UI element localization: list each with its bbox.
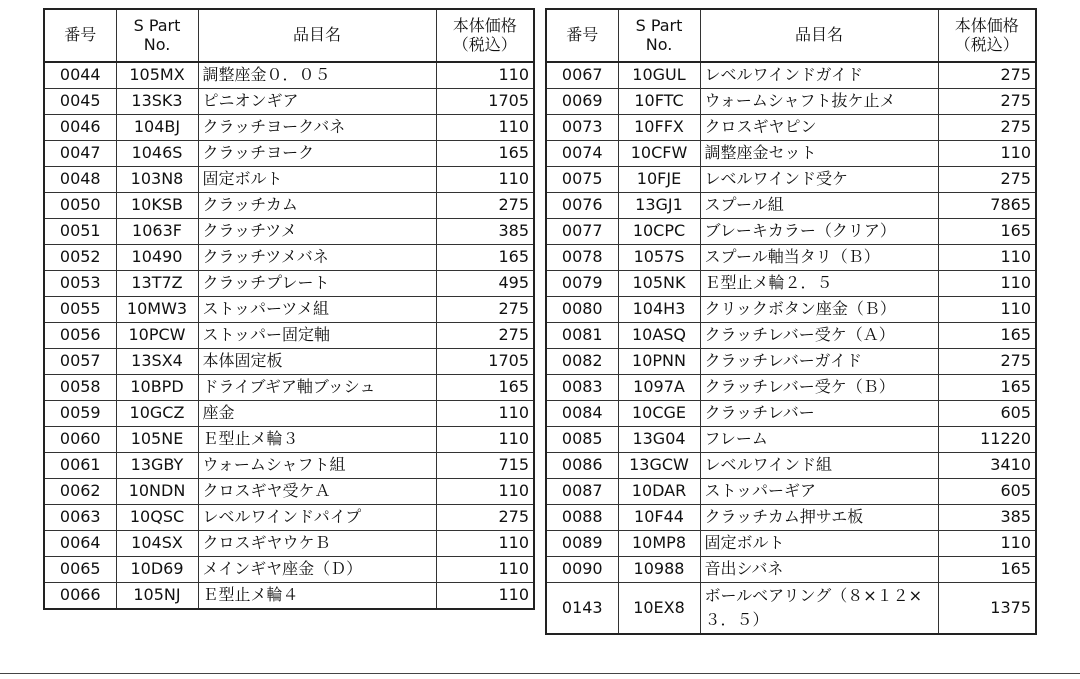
table-row [44,401,534,427]
header-row [44,9,534,62]
part-index-cell: 0062 [44,479,116,505]
table-row [546,323,1036,349]
part-number-cell: 10QSC [116,505,198,531]
table-row [546,167,1036,193]
part-number-cell: 105NJ [116,583,198,610]
price-cell: 110 [938,271,1036,297]
price-cell: 165 [938,219,1036,245]
item-name-cell: ドライブギア軸ブッシュ [198,375,436,401]
item-name-line2: ３．５） [704,610,769,629]
item-name-cell: クラッチレバー [700,401,938,427]
table-row [44,297,534,323]
header-part-line2: No. [143,34,171,54]
table-row [44,349,534,375]
item-name-cell: クラッチツメバネ [198,245,436,271]
table-row [546,219,1036,245]
item-name-cell: クラッチヨーク [198,141,436,167]
part-index-cell: 0089 [546,531,618,557]
parts-table [545,8,1037,635]
price-cell: 110 [436,479,534,505]
part-number-cell: 105MX [116,62,198,89]
part-number-cell: 10DAR [618,479,700,505]
price-cell: 715 [436,453,534,479]
table-row [44,557,534,583]
item-name-cell: スプール軸当タリ（Ｂ） [700,245,938,271]
part-number-cell: 10CFW [618,141,700,167]
part-index-cell: 0046 [44,115,116,141]
item-name-cell: 固定ボルト [198,167,436,193]
table-row [44,167,534,193]
part-index-cell: 0075 [546,167,618,193]
item-name-cell: 調整座金０．０５ [198,62,436,89]
price-cell: 165 [938,375,1036,401]
part-index-cell: 0086 [546,453,618,479]
part-index-cell: 0067 [546,62,618,89]
part-index-cell: 0084 [546,401,618,427]
item-name-cell: Ｅ型止メ輪４ [198,583,436,610]
table-row [44,271,534,297]
part-number-cell: 10CPC [618,219,700,245]
table-row [44,479,534,505]
part-number-cell: 10MW3 [116,297,198,323]
part-number-cell: 10KSB [116,193,198,219]
table-row [44,141,534,167]
part-index-cell: 0047 [44,141,116,167]
price-cell: 495 [436,271,534,297]
parts-table [43,8,535,610]
item-name-cell: Ｅ型止メ輪３ [198,427,436,453]
item-name-cell: クラッチレバー受ケ（Ｂ） [700,375,938,401]
item-name-cell: 固定ボルト [700,531,938,557]
header-part-line2: No. [645,34,673,54]
part-number-cell: 10GCZ [116,401,198,427]
part-index-cell: 0044 [44,62,116,89]
part-number-cell: 105NE [116,427,198,453]
price-cell: 110 [436,115,534,141]
part-index-cell: 0066 [44,583,116,610]
part-number-cell: 10NDN [116,479,198,505]
part-number-cell: 13GBY [116,453,198,479]
part-number-cell: 10FTC [618,89,700,115]
table-row [546,89,1036,115]
header-item-name: 品目名 [198,9,436,62]
price-cell: 275 [436,505,534,531]
part-index-cell: 0081 [546,323,618,349]
item-name-cell: ウォームシャフト抜ケ止メ [700,89,938,115]
price-cell: 110 [938,531,1036,557]
item-name-cell: クラッチカム [198,193,436,219]
part-index-cell: 0060 [44,427,116,453]
item-name-cell: クラッチヨークバネ [198,115,436,141]
price-cell: 110 [436,557,534,583]
part-index-cell: 0076 [546,193,618,219]
part-number-cell: 10MP8 [618,531,700,557]
item-name-cell: Ｅ型止メ輪２．５ [700,271,938,297]
part-number-cell: 104H3 [618,297,700,323]
item-name-line1: ボールベアリング（８×１２× [704,586,923,605]
item-name-cell: クラッチツメ [198,219,436,245]
part-index-cell: 0069 [546,89,618,115]
table-row [546,531,1036,557]
part-index-cell: 0090 [546,557,618,583]
table-row [44,62,534,89]
part-number-cell: 104SX [116,531,198,557]
part-index-cell: 0061 [44,453,116,479]
table-row [546,193,1036,219]
table-row [44,219,534,245]
part-number-cell: 10CGE [618,401,700,427]
table-row [546,271,1036,297]
page-bottom-divider [0,673,1080,674]
price-cell: 110 [938,141,1036,167]
price-cell: 165 [938,323,1036,349]
part-number-cell: 1063F [116,219,198,245]
price-cell: 275 [436,323,534,349]
table-row [546,349,1036,375]
table-row [546,479,1036,505]
part-number-cell: 10490 [116,245,198,271]
price-cell: 1705 [436,349,534,375]
price-cell: 275 [938,115,1036,141]
header-part-line1: S Part [133,16,181,36]
price-cell: 110 [938,245,1036,271]
item-name-cell [700,583,938,635]
header-price [436,9,534,62]
price-cell: 110 [436,583,534,610]
part-index-cell: 0045 [44,89,116,115]
part-number-cell: 10EX8 [618,583,700,635]
part-number-cell: 1046S [116,141,198,167]
part-index-cell: 0052 [44,245,116,271]
part-number-cell: 103N8 [116,167,198,193]
item-name-cell: スプール組 [700,193,938,219]
table-row [546,427,1036,453]
item-name-cell: 本体固定板 [198,349,436,375]
item-name-cell: クロスギヤウケＢ [198,531,436,557]
part-number-cell: 10F44 [618,505,700,531]
part-number-cell: 13SX4 [116,349,198,375]
price-cell: 605 [938,401,1036,427]
part-index-cell: 0050 [44,193,116,219]
item-name-cell: ブレーキカラー（クリア） [700,219,938,245]
part-number-cell: 1057S [618,245,700,271]
part-index-cell: 0088 [546,505,618,531]
part-number-cell: 10D69 [116,557,198,583]
item-name-cell: フレーム [700,427,938,453]
header-part-number [116,9,198,62]
part-index-cell: 0051 [44,219,116,245]
part-number-cell: 13GJ1 [618,193,700,219]
price-cell: 1375 [938,583,1036,635]
item-name-cell: クラッチカム押サエ板 [700,505,938,531]
part-number-cell: 1097A [618,375,700,401]
part-number-cell: 13T7Z [116,271,198,297]
price-cell: 165 [938,557,1036,583]
part-index-cell: 0064 [44,531,116,557]
part-index-cell: 0077 [546,219,618,245]
item-name-cell: クラッチレバーガイド [700,349,938,375]
part-index-cell: 0082 [546,349,618,375]
price-cell: 275 [938,89,1036,115]
item-name-cell: レベルワインドガイド [700,62,938,89]
table-row [44,583,534,610]
part-index-cell: 0058 [44,375,116,401]
part-number-cell: 104BJ [116,115,198,141]
price-cell: 605 [938,479,1036,505]
header-part-number [618,9,700,62]
part-index-cell: 0056 [44,323,116,349]
item-name-cell: ストッパー固定軸 [198,323,436,349]
item-name-cell: レベルワインド受ケ [700,167,938,193]
header-price-line2: （税込） [452,34,517,54]
price-cell: 385 [938,505,1036,531]
table-row [44,245,534,271]
table-body [44,62,534,609]
item-name-cell: 座金 [198,401,436,427]
header-price-line1: 本体価格 [452,16,517,36]
table-row [546,115,1036,141]
price-cell: 165 [436,245,534,271]
header-number: 番号 [44,9,116,62]
table-row [44,427,534,453]
table-row [44,323,534,349]
price-cell: 165 [436,141,534,167]
part-number-cell: 13SK3 [116,89,198,115]
part-index-cell: 0073 [546,115,618,141]
item-name-cell: レベルワインドパイプ [198,505,436,531]
item-name-cell: クロスギヤ受ケＡ [198,479,436,505]
price-cell: 3410 [938,453,1036,479]
part-index-cell: 0080 [546,297,618,323]
price-cell: 110 [436,167,534,193]
price-cell: 7865 [938,193,1036,219]
header-price [938,9,1036,62]
part-number-cell: 10988 [618,557,700,583]
part-number-cell: 10PCW [116,323,198,349]
price-cell: 1705 [436,89,534,115]
price-cell: 110 [436,401,534,427]
price-cell: 11220 [938,427,1036,453]
header-number: 番号 [546,9,618,62]
header-price-line2: （税込） [954,34,1019,54]
price-cell: 275 [938,167,1036,193]
part-number-cell: 13GCW [618,453,700,479]
table-row [44,115,534,141]
item-name-cell: メインギヤ座金（Ｄ） [198,557,436,583]
part-index-cell: 0074 [546,141,618,167]
part-number-cell: 10PNN [618,349,700,375]
part-index-cell: 0087 [546,479,618,505]
item-name-cell: クリックボタン座金（Ｂ） [700,297,938,323]
part-number-cell: 10FJE [618,167,700,193]
part-index-cell: 0063 [44,505,116,531]
item-name-cell: 調整座金セット [700,141,938,167]
item-name-cell: ストッパーツメ組 [198,297,436,323]
table-row [546,245,1036,271]
price-cell: 165 [436,375,534,401]
item-name-cell: 音出シバネ [700,557,938,583]
item-name-cell: クロスギヤピン [700,115,938,141]
price-cell: 275 [938,62,1036,89]
price-cell: 110 [436,531,534,557]
parts-table-right [545,8,1035,635]
parts-table-left [43,8,533,610]
table-row [546,401,1036,427]
part-index-cell: 0065 [44,557,116,583]
header-item-name: 品目名 [700,9,938,62]
table-row [44,89,534,115]
item-name-cell: ストッパーギア [700,479,938,505]
table-row [546,141,1036,167]
price-cell: 275 [436,297,534,323]
part-number-cell: 10ASQ [618,323,700,349]
item-name-cell: ピニオンギア [198,89,436,115]
table-row [546,453,1036,479]
table-row [546,557,1036,583]
header-row [546,9,1036,62]
part-number-cell: 10BPD [116,375,198,401]
table-row [546,62,1036,89]
item-name-cell: ウォームシャフト組 [198,453,436,479]
price-cell: 110 [436,427,534,453]
table-body [546,62,1036,634]
item-name-cell: クラッチレバー受ケ（Ａ） [700,323,938,349]
table-row [44,453,534,479]
item-name-cell: レベルワインド組 [700,453,938,479]
part-index-cell: 0085 [546,427,618,453]
part-number-cell: 10FFX [618,115,700,141]
table-row [44,375,534,401]
table-row [546,375,1036,401]
part-index-cell: 0079 [546,271,618,297]
part-index-cell: 0048 [44,167,116,193]
table-row [44,505,534,531]
price-cell: 110 [938,297,1036,323]
part-index-cell: 0143 [546,583,618,635]
part-index-cell: 0055 [44,297,116,323]
header-part-line1: S Part [635,16,683,36]
table-row [546,297,1036,323]
header-price-line1: 本体価格 [954,16,1019,36]
table-row [546,583,1036,635]
price-cell: 385 [436,219,534,245]
part-index-cell: 0053 [44,271,116,297]
part-index-cell: 0078 [546,245,618,271]
part-index-cell: 0059 [44,401,116,427]
part-number-cell: 105NK [618,271,700,297]
part-number-cell: 10GUL [618,62,700,89]
table-row [546,505,1036,531]
part-number-cell: 13G04 [618,427,700,453]
price-cell: 110 [436,62,534,89]
price-cell: 275 [436,193,534,219]
item-name-cell: クラッチプレート [198,271,436,297]
table-row [44,193,534,219]
price-cell: 275 [938,349,1036,375]
part-index-cell: 0083 [546,375,618,401]
table-row [44,531,534,557]
part-index-cell: 0057 [44,349,116,375]
